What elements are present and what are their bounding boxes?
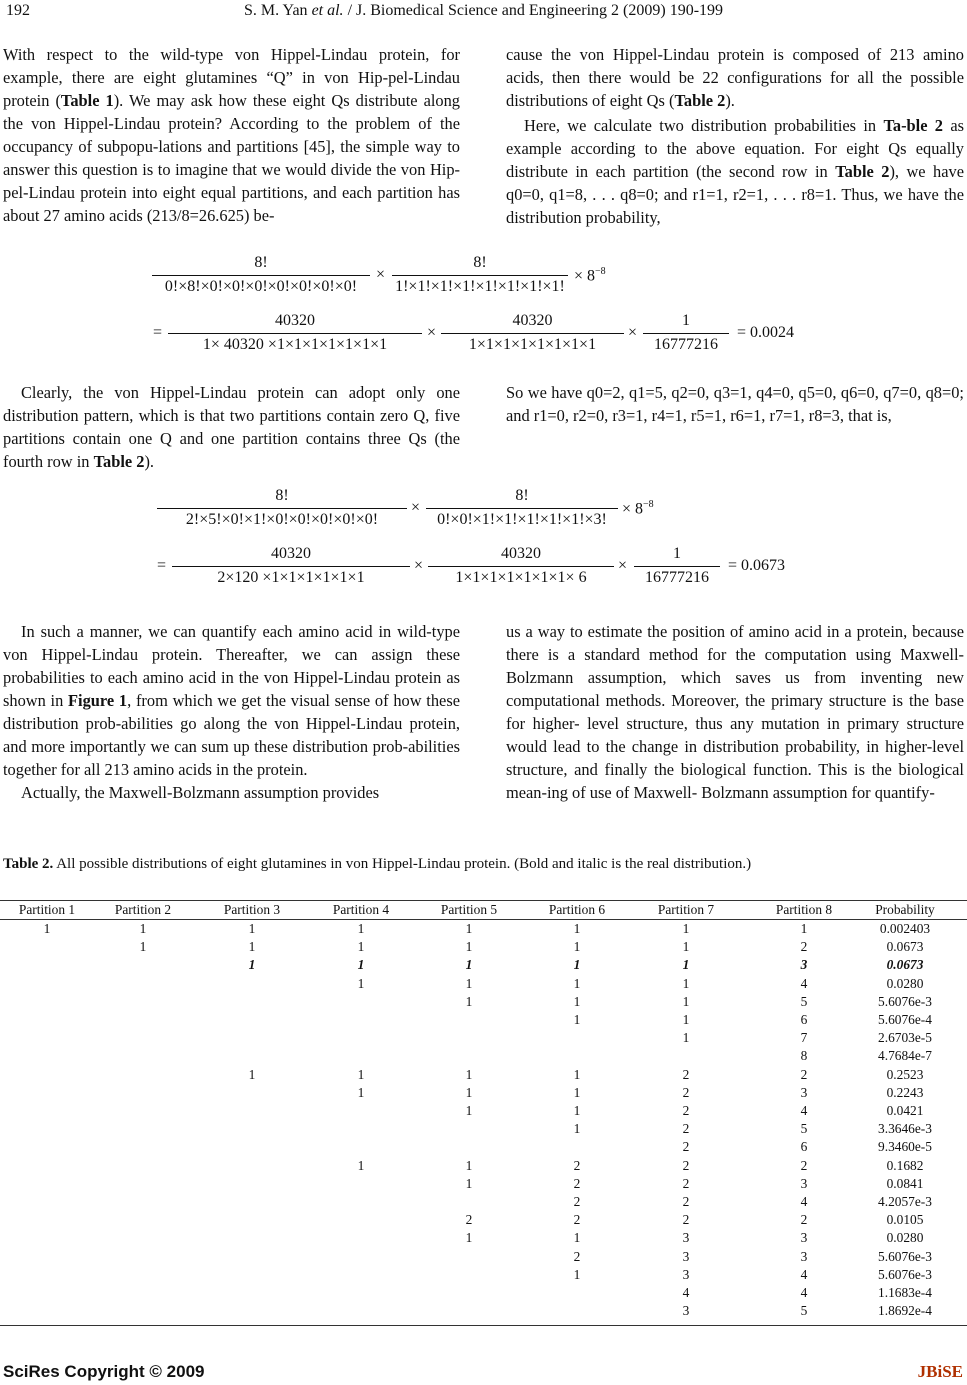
table-cell: 5.6076e-3 bbox=[878, 993, 932, 1009]
table-cell: 1 bbox=[682, 939, 690, 955]
result: = 0.0024 bbox=[737, 324, 795, 341]
table-cell: 1 bbox=[573, 1084, 581, 1100]
running-title: S. M. Yan et al. / J. Biomedical Science and Engineering 2 (2009) 190-199 bbox=[243, 2, 724, 19]
table-cell: 1 bbox=[465, 921, 473, 936]
table-cell: 1 bbox=[573, 993, 581, 1009]
fraction: $\frac{40320}{1\times 1\times 1\times 1\times 1\times 1\times 1\times 6}$ bbox=[428, 545, 614, 587]
table-cell: 1.8692e-4 bbox=[878, 1303, 932, 1319]
table-cell: 3 bbox=[800, 1248, 808, 1264]
table-cell: 1 bbox=[357, 1084, 365, 1100]
table-top-rule bbox=[0, 900, 967, 901]
table-cell: 4 bbox=[800, 1103, 808, 1118]
fraction: $\frac{8!}{1!\times 1!\times 1!\times 1!\times 1!\times 1!\times 1!\times 1!}$ bbox=[392, 254, 568, 296]
table-cell: 2 bbox=[573, 1248, 581, 1264]
table-cell: 3 bbox=[682, 1230, 690, 1246]
table-cell: 1.1683e-4 bbox=[878, 1285, 932, 1300]
table-cell: 2 bbox=[682, 1103, 690, 1118]
table-cell: 1 bbox=[682, 957, 690, 973]
paragraph: So we have q0=2, q1=5, q2=0, q3=1, q4=0, q5=0, q6=0, q7=0, q8=0; and r1=0, r2=0, r3=1, r4=1, r5=1, r6=1, r7=1, r8=3, that is, bbox=[506, 383, 964, 425]
table-cell: 2 bbox=[800, 1066, 808, 1082]
table-cell: 4 bbox=[800, 1285, 808, 1300]
table-cell: 5 bbox=[800, 1303, 808, 1319]
paragraph: cause the von Hippel-Lindau protein is composed of 213 amino acids, then there would be 22 configurations for all the possible distributions of eight Qs (Table 2). bbox=[506, 45, 964, 110]
table-cell: 3.3646e-3 bbox=[878, 1121, 932, 1137]
table-cell: 1 bbox=[573, 1266, 581, 1282]
table-cell: 1 bbox=[573, 1103, 581, 1118]
table-cell: 4.2057e-3 bbox=[878, 1194, 932, 1209]
table-cell: 2 bbox=[573, 1175, 581, 1191]
table-cell: 2 bbox=[682, 1157, 690, 1173]
table-cell: 1 bbox=[573, 939, 581, 955]
table-cell: 1 bbox=[682, 1012, 690, 1027]
table-cell: 1 bbox=[682, 993, 690, 1009]
table-cell: 5 bbox=[800, 993, 808, 1009]
table-cell: 1 bbox=[139, 939, 147, 955]
table-cell: 1 bbox=[573, 975, 581, 991]
table-cell: 1 bbox=[43, 921, 51, 936]
table-cell: 2 bbox=[800, 939, 808, 955]
table-cell: 2 bbox=[573, 1157, 581, 1173]
table-cell: 1 bbox=[573, 957, 581, 973]
table-cell: 0.0673 bbox=[886, 939, 924, 955]
paragraph: us a way to estimate the position of amino acid in a protein, because there is a standard method for the computation using Maxwell-Bolzmann assumption, which saves us from inventing new computational methods. Moreover, the primary structure is the base for higher- level structure, thus any mutation in primary structure would lead to the change in distribution probability, in higher-level structure, and finally the biological function. This is the biological mean-ing of use of Maxwell- Bolzmann assumption for quantify- bbox=[506, 622, 964, 802]
table-cell: 1 bbox=[248, 957, 256, 973]
column-header: Partition 3 bbox=[223, 902, 281, 917]
table-cell: 3 bbox=[682, 1303, 690, 1319]
table-cell: 2 bbox=[573, 1194, 581, 1209]
paragraph: Here, we calculate two distribution probabilities in Ta-ble 2 as example according to the above equation. For eight Qs equally distribute in each partition (the second row in Table 2), we have q0=0, q1=8, . . . q8=0; and r1=1, r2=1, . . . r8=1. Thus, we have the distribution probability, bbox=[506, 116, 964, 227]
table-cell: 2 bbox=[682, 1084, 690, 1100]
table-cell: 0.0105 bbox=[886, 1212, 924, 1228]
right-column-block-3 bbox=[506, 620, 964, 804]
table-cell: 4 bbox=[800, 1266, 808, 1282]
table-cell: 0.2243 bbox=[886, 1084, 924, 1100]
fraction: $\frac{40320}{1\times 1\times 1\times 1\times 1\times 1\times 1\times 1}$ bbox=[441, 312, 624, 354]
table-cell: 1 bbox=[465, 1175, 473, 1191]
table-cell: 1 bbox=[248, 921, 256, 936]
fraction: $\frac{1}{16777216}$ bbox=[643, 312, 729, 354]
table-cell: 1 bbox=[573, 1066, 581, 1082]
table-cell: 0.0280 bbox=[886, 1230, 924, 1246]
fraction: $\frac{8!}{0!\times 0!\times 1!\times 1!\times 1!\times 1!\times 1!\times 3!}$ bbox=[426, 487, 618, 529]
column-header: Partition 4 bbox=[332, 902, 390, 917]
table-cell: 3 bbox=[800, 1084, 808, 1100]
table-cell: 6 bbox=[800, 1139, 808, 1155]
table-cell: 1 bbox=[682, 1030, 690, 1046]
table-cell: 6 bbox=[800, 1012, 808, 1027]
equation-2: $\frac{8!}{2!\times 5!\times 0!\times 1!\times 0!\times 0!\times 0!\times 0!\times 0!}$ × $\frac{8!}{0!\times 0!\times 1!\times 1!\times 1!\times 1!\times 1!\times 3!}$ × $8^{-8}$ = $\frac{40320}{2\times 120 \times 1\times 1\times 1\times 1\times 1\times 1}$ × $\frac{40320}{1\times 1\times 1\times 1\times 1\times 1\times 1\times 6}$ × $\frac{1}{16777216}$ = 0.0673 bbox=[157, 487, 786, 586]
table-cell: 1 bbox=[682, 975, 690, 991]
table-cell: 1 bbox=[465, 1157, 473, 1173]
column-header: Partition 5 bbox=[440, 902, 498, 917]
column-header: Partition 2 bbox=[114, 902, 172, 917]
table-cell: 2 bbox=[682, 1212, 690, 1228]
table-cell: 1 bbox=[465, 975, 473, 991]
left-column-block-1 bbox=[3, 43, 460, 227]
table-cell: 1 bbox=[682, 921, 690, 936]
table-cell: 0.0841 bbox=[886, 1175, 924, 1191]
table-cell: 0.0280 bbox=[886, 975, 924, 991]
table-cell: 0.0673 bbox=[886, 957, 924, 973]
table-cell: 2 bbox=[682, 1066, 690, 1082]
table-cell: 2 bbox=[573, 1212, 581, 1228]
table-cell: 0.2523 bbox=[886, 1066, 924, 1082]
paragraph: With respect to the wild-type von Hippel-Lindau protein, for example, there are eight glutamines “Q” in von Hip-pel-Lindau protein (Table 1). We may ask how these eight Qs distribute along the von Hippel-Lindau protein? According to the problem of the occupancy of subpopu-lations and partitions [45], the simple way to answer this question is to imagine that we would divide the von Hip-pel-Lindau protein into eight equal partitions, and each partition has about 27 amino acids (213/8=26.625) be- bbox=[3, 45, 460, 225]
table-cell: 1 bbox=[357, 939, 365, 955]
table-cell: 1 bbox=[465, 939, 473, 955]
table-cell: 2 bbox=[682, 1175, 690, 1191]
table-cell: 3 bbox=[800, 1175, 808, 1191]
table-cell: 2 bbox=[800, 1212, 808, 1228]
paragraph: In such a manner, we can quantify each amino acid in wild-type von Hippel-Lindau protein. Thereafter, we can assign these probabilities to each amino acid in the von Hippel-Lindau protein as shown in Figure 1, from which we get the visual sense of how these distribution prob-abilities go along the von Hippel-Lindau protein, and more importantly we can sum up these distribution prob-abilities together for all 213 amino acids in the protein. bbox=[3, 622, 460, 779]
table-cell: 4.7684e-7 bbox=[878, 1048, 932, 1064]
table-cell: 3 bbox=[682, 1248, 690, 1264]
table-cell: 0.0421 bbox=[886, 1103, 924, 1118]
table-cell: 1 bbox=[357, 957, 365, 973]
table-cell: 5.6076e-4 bbox=[878, 1012, 932, 1027]
table-cell: 5.6076e-3 bbox=[878, 1248, 932, 1264]
table-cell: 3 bbox=[800, 957, 808, 973]
fraction: $\frac{40320}{1\times 40320 \times 1\times 1\times 1\times 1\times 1\times 1\times 1}$ bbox=[168, 312, 422, 354]
table-cell: 4 bbox=[800, 1194, 808, 1209]
table-cell: 2 bbox=[465, 1212, 473, 1228]
equation-1: $\frac{8!}{0!\times 8!\times 0!\times 0!\times 0!\times 0!\times 0!\times 0!\times 0!}$ × $\frac{8!}{1!\times 1!\times 1!\times 1!\times 1!\times 1!\times 1!\times 1!}$ × $8^{-8}$ = $\frac{40320}{1\times 40320 \times 1\times 1\times 1\times 1\times 1\times 1\times 1}$ × $\frac{40320}{1\times 1\times 1\times 1\times 1\times 1\times 1\times 1}$ × $\frac{1}{16777216}$ = 0.0024 bbox=[153, 254, 795, 353]
table-cell: 1 bbox=[573, 1230, 581, 1246]
table-cell: 1 bbox=[465, 993, 473, 1009]
table-bottom-rule bbox=[0, 1325, 967, 1326]
table-cell: 1 bbox=[357, 1066, 365, 1082]
journal-logo: JBiSE bbox=[917, 1362, 963, 1381]
table-cell: 0.1682 bbox=[886, 1157, 924, 1173]
right-column-block-2 bbox=[506, 381, 964, 427]
table-header-rule bbox=[0, 919, 967, 920]
table-cell: 3 bbox=[800, 1230, 808, 1246]
table-cell: 1 bbox=[248, 1066, 256, 1082]
table-cell: 4 bbox=[800, 975, 808, 991]
table-cell: 9.3460e-5 bbox=[878, 1139, 932, 1155]
fraction: $\frac{8!}{2!\times 5!\times 0!\times 1!\times 0!\times 0!\times 0!\times 0!\times 0!}$ bbox=[157, 487, 407, 529]
table-cell: 1 bbox=[465, 1230, 473, 1246]
table-cell: 2.6703e-5 bbox=[878, 1030, 932, 1046]
table-cell: 8 bbox=[800, 1048, 808, 1064]
power-term: × $8^{-8}$ bbox=[622, 499, 654, 518]
copyright: SciRes Copyright © 2009 bbox=[3, 1362, 205, 1381]
table-cell: 7 bbox=[800, 1030, 808, 1046]
table-cell: 2 bbox=[682, 1194, 690, 1209]
table-cell: 1 bbox=[465, 1066, 473, 1082]
table-caption: Table 2. All possible distributions of eight glutamines in von Hippel-Lindau protein. (Bold and italic is the real distribution.) bbox=[3, 856, 752, 872]
column-header: Partition 6 bbox=[548, 902, 606, 917]
fraction: $\frac{1}{16777216}$ bbox=[634, 545, 720, 587]
table-cell: 1 bbox=[573, 921, 581, 936]
table-cell: 1 bbox=[800, 921, 808, 936]
table-cell: 1 bbox=[248, 939, 256, 955]
table-cell: 5.6076e-3 bbox=[878, 1266, 932, 1282]
table-cell: 1 bbox=[139, 921, 147, 936]
power-term: × $8^{-8}$ bbox=[574, 266, 606, 285]
table-cell: 1 bbox=[357, 921, 365, 936]
paragraph: Actually, the Maxwell-Bolzmann assumption provides bbox=[21, 783, 380, 802]
page-number: 192 bbox=[6, 2, 30, 19]
column-header: Partition 7 bbox=[657, 902, 715, 917]
fraction: $\frac{8!}{0!\times 8!\times 0!\times 0!\times 0!\times 0!\times 0!\times 0!\times 0!}$ bbox=[152, 254, 370, 296]
left-column-block-3 bbox=[3, 620, 460, 804]
table-cell: 1 bbox=[573, 1121, 581, 1137]
table-cell: 1 bbox=[357, 975, 365, 991]
paragraph: Clearly, the von Hippel-Lindau protein can adopt only one distribution pattern, which is that two partitions contain zero Q, five partitions contain one Q and one partition contains three Qs (the fourth row in Table 2). bbox=[3, 383, 460, 471]
table-cell: 2 bbox=[800, 1157, 808, 1173]
table-cell: 1 bbox=[573, 1012, 581, 1027]
table-cell: 1 bbox=[465, 1084, 473, 1100]
right-column-block-1 bbox=[506, 43, 964, 229]
table-cell: 4 bbox=[682, 1285, 690, 1300]
table-cell: 1 bbox=[465, 1103, 473, 1118]
table-cell: 3 bbox=[682, 1266, 690, 1282]
table-cell: 1 bbox=[465, 957, 473, 973]
table-cell: 2 bbox=[682, 1121, 690, 1137]
column-header: Partition 8 bbox=[775, 902, 833, 917]
column-header: Partition 1 bbox=[18, 902, 76, 917]
table-cell: 0.002403 bbox=[879, 921, 931, 936]
table-cell: 5 bbox=[800, 1121, 808, 1137]
left-column-block-2 bbox=[3, 381, 460, 473]
column-header: Probability bbox=[875, 902, 935, 917]
table-cell: 1 bbox=[357, 1157, 365, 1173]
fraction: $\frac{40320}{2\times 120 \times 1\times 1\times 1\times 1\times 1\times 1}$ bbox=[172, 545, 410, 587]
result: = 0.0673 bbox=[728, 557, 786, 574]
table-cell: 2 bbox=[682, 1139, 690, 1155]
